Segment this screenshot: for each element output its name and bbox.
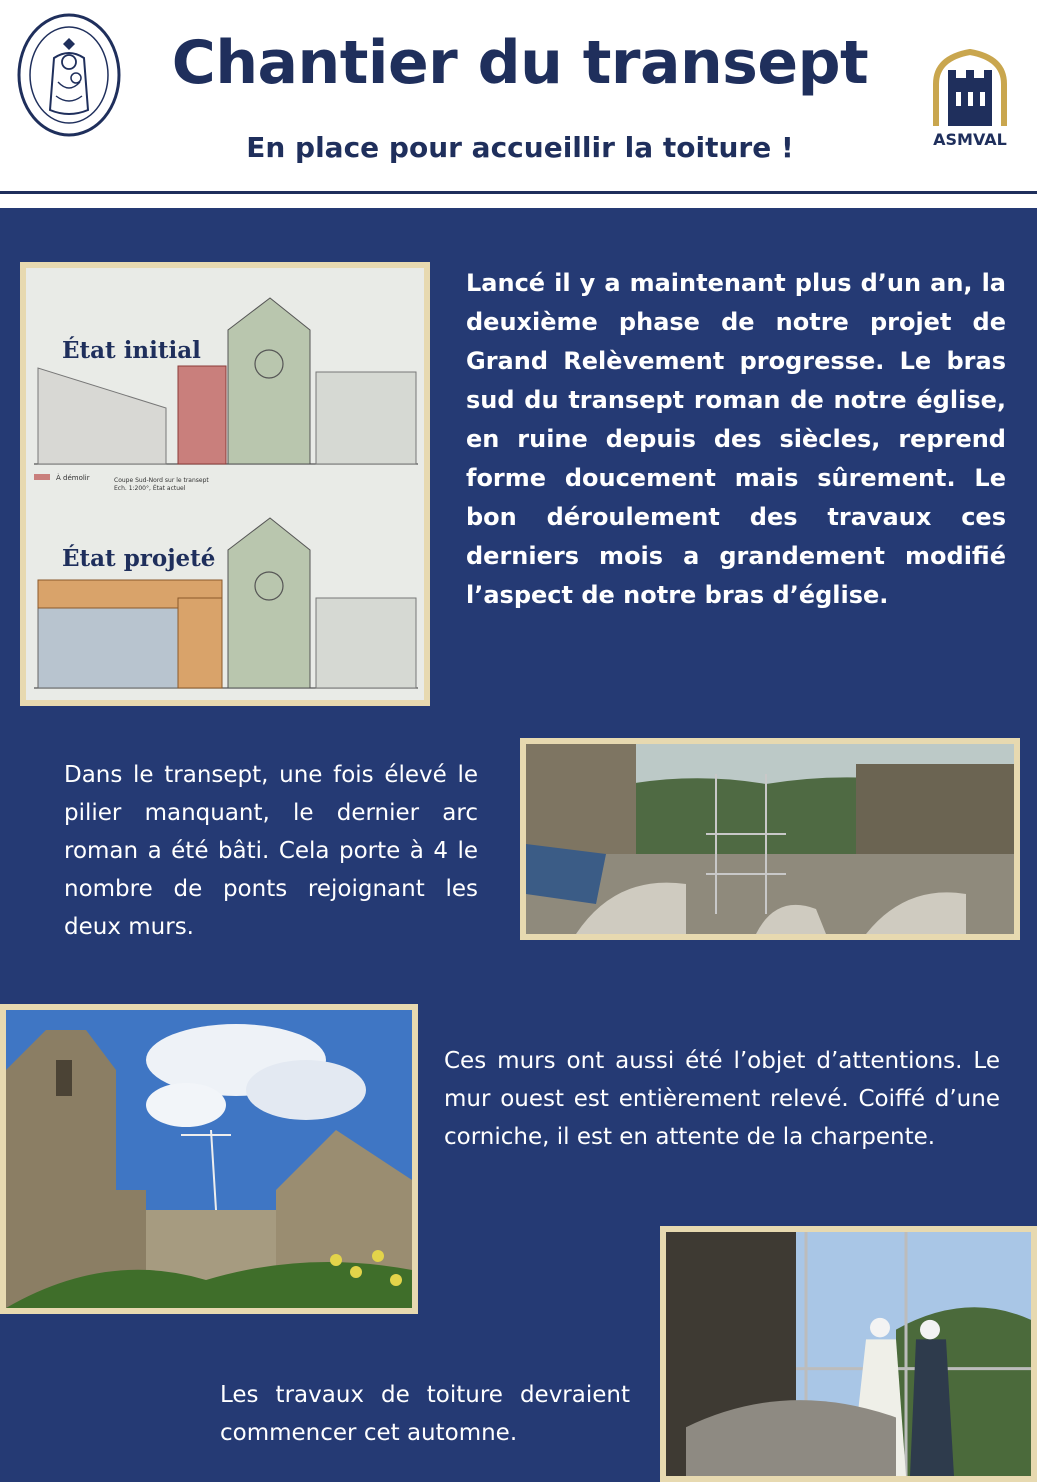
transept-section-diagram — [20, 262, 430, 706]
paragraph-roof: Les travaux de toiture devraient commencer cet automne. — [220, 1382, 630, 1446]
header-rule — [0, 191, 1037, 194]
label-etat-projete: État projeté — [62, 545, 216, 572]
asmval-tower-logo — [928, 48, 1012, 126]
diagram-caption-1: Coupe Sud-Nord sur le transept — [114, 477, 209, 484]
paragraph-walls: Ces murs ont aussi été l’objet d’attentions. Le mur ouest est entièrement relevé. Coiffé d’une corniche, il est en attente de la charpente. — [444, 1048, 1000, 1150]
asmval-label: ASMVAL — [933, 130, 1007, 149]
label-etat-initial: État initial — [62, 337, 201, 364]
diagram-legend: À démolir — [56, 474, 90, 482]
page-subtitle: En place pour accueillir la toiture ! — [246, 131, 794, 164]
paragraph-arches: Dans le transept, une fois élevé le pilier manquant, le dernier arc roman a été bâti. Cela porte à 4 le nombre de ponts rejoignant les deux murs. — [64, 762, 478, 940]
header — [0, 0, 1037, 192]
page-title: Chantier du transept — [171, 28, 869, 98]
paragraph-intro: Lancé il y a maintenant plus d’un an, la deuxième phase de notre projet de Grand Relèvement progresse. Le bras sud du transept roman de notre église, en ruine depuis des siècles, reprend forme doucement mais sûrement. Le bon déroulement des travaux ces derniers mois a grandement modifié l’aspect de notre bras d’église. — [466, 269, 1006, 609]
photo-transept-arches — [520, 738, 1020, 940]
photo-roof-workers — [660, 1226, 1037, 1482]
photo-church-exterior — [0, 1004, 418, 1314]
diagram-caption-2: Ech. 1:200°, État actuel — [114, 485, 186, 492]
section-drawing — [26, 268, 424, 700]
abbey-seal-logo — [14, 10, 124, 140]
